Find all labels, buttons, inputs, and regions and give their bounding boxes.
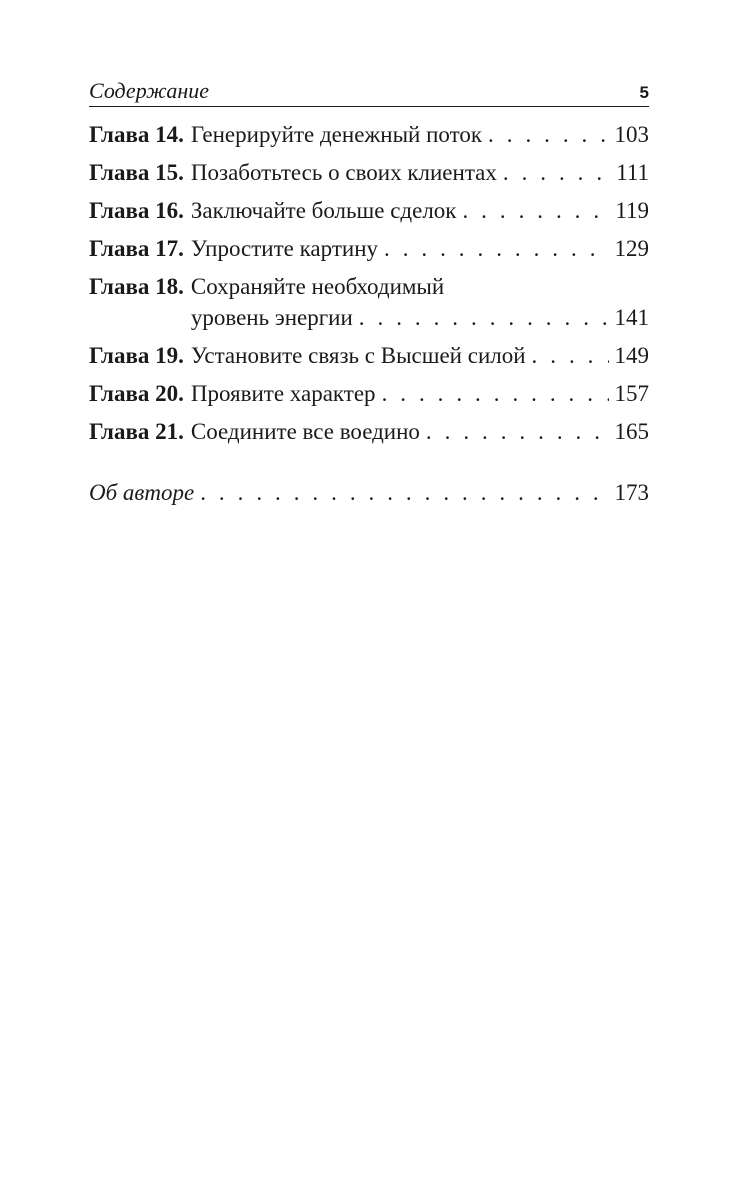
chapter-label: Глава 21. — [89, 419, 184, 444]
chapter-title: Позаботьтесь о своих клиентах — [190, 160, 497, 185]
chapter-title: Заключайте больше сделок — [190, 198, 457, 223]
dot-leader — [382, 378, 609, 409]
chapter-page-number: 129 — [614, 236, 649, 261]
toc-entry-chapter-20 — [89, 378, 649, 409]
chapter-page-number: 103 — [614, 122, 649, 147]
dot-leader — [488, 119, 608, 150]
dot-leader — [359, 302, 609, 333]
toc-entry-chapter-15 — [89, 157, 649, 188]
chapter-title-continued: уровень энергии — [190, 305, 353, 330]
chapter-label: Глава 14. — [89, 122, 184, 147]
chapter-title: Соедините все воедино — [190, 419, 420, 444]
dot-leader — [426, 416, 609, 447]
chapter-title: Установите связь с Высшей силой — [190, 343, 526, 368]
toc-entry-chapter-21 — [89, 416, 649, 447]
toc-entry-chapter-18 — [89, 271, 649, 333]
dot-leader — [200, 477, 608, 508]
about-author-page-number: 173 — [614, 480, 649, 505]
chapter-page-number: 119 — [615, 198, 649, 223]
chapter-page-number: 111 — [616, 160, 649, 185]
chapter-label: Глава 15. — [89, 160, 184, 185]
running-title: Содержание — [89, 78, 210, 103]
chapter-page-number: 165 — [614, 419, 649, 444]
running-header — [89, 76, 649, 104]
chapter-label: Глава 19. — [89, 343, 184, 368]
chapter-label: Глава 20. — [89, 381, 184, 406]
toc-entry-chapter-16 — [89, 195, 649, 226]
chapter-page-number: 157 — [614, 381, 649, 406]
toc-entry-about-author — [89, 477, 649, 508]
dot-leader — [532, 340, 609, 371]
chapter-title: Упростите картину — [190, 236, 378, 261]
chapter-title: Сохраняйте необходимый — [190, 274, 445, 299]
chapter-label: Глава 16. — [89, 198, 184, 223]
chapter-label: Глава 18. — [89, 274, 184, 299]
toc-entry-chapter-14 — [89, 119, 649, 150]
dot-leader — [503, 157, 610, 188]
toc-entry-chapter-17 — [89, 233, 649, 264]
chapter-page-number: 141 — [614, 305, 649, 330]
table-of-contents — [89, 119, 649, 454]
toc-entry-chapter-19 — [89, 340, 649, 371]
chapter-page-number: 149 — [614, 343, 649, 368]
dot-leader — [384, 233, 609, 264]
page-number: 5 — [639, 83, 649, 102]
header-divider — [89, 106, 649, 107]
chapter-title: Проявите характер — [190, 381, 376, 406]
about-author-title: Об авторе — [89, 480, 195, 505]
chapter-label: Глава 17. — [89, 236, 184, 261]
chapter-title: Генерируйте денежный поток — [190, 122, 483, 147]
dot-leader — [462, 195, 609, 226]
